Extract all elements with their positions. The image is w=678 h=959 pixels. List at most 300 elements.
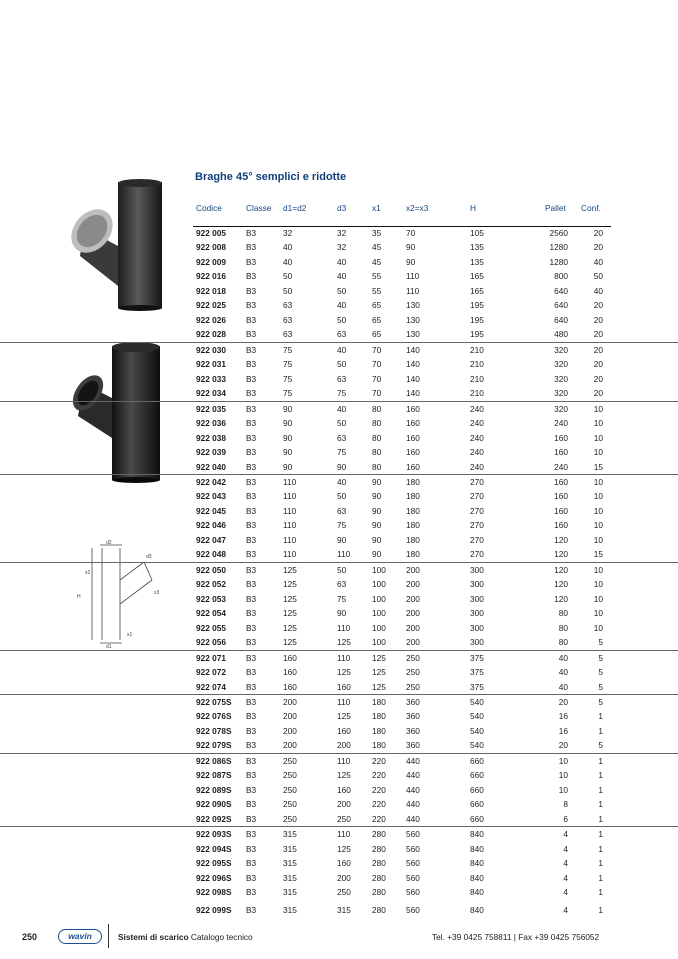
cell-pallet: 4 [563,858,568,869]
cell-x2-x3: 360 [406,740,420,751]
table-row [0,650,678,665]
cell-d1-d2: 315 [283,829,297,840]
cell-h: 270 [470,549,484,560]
cell-d3: 40 [337,403,347,414]
cell-h: 660 [470,755,484,766]
cell-codice: 922 030 [196,344,226,355]
cell-d3: 50 [337,359,347,370]
cell-x2-x3: 180 [406,505,420,516]
cell-x1: 70 [372,388,382,399]
cell-x2-x3: 140 [406,344,420,355]
cell-d3: 110 [337,829,351,840]
cell-pallet: 4 [563,887,568,898]
cell-x2-x3: 160 [406,461,420,472]
table-row [0,431,678,445]
cell-pallet: 4 [563,829,568,840]
table-row [0,547,678,561]
cell-conf: 1 [598,813,603,824]
cell-x1: 180 [372,740,386,751]
cell-classe: B3 [246,329,257,340]
cell-d1-d2: 250 [283,799,297,810]
cell-x2-x3: 140 [406,388,420,399]
cell-conf: 20 [593,228,603,238]
cell-pallet: 800 [554,271,568,282]
cell-pallet: 120 [554,534,568,545]
cell-codice: 922 016 [196,271,226,282]
table-row [0,269,678,283]
cell-d3: 40 [337,344,347,355]
table-row [0,856,678,870]
cell-x2-x3: 200 [406,622,420,633]
cell-codice: 922 090S [196,799,232,810]
table-row [0,592,678,606]
cell-x1: 125 [372,652,386,663]
cell-classe: B3 [246,491,257,502]
cell-h: 840 [470,843,484,854]
cell-conf: 1 [598,770,603,781]
cell-x1: 80 [372,432,382,443]
page-footer [0,924,678,948]
cell-pallet: 160 [554,505,568,516]
cell-d1-d2: 125 [283,622,297,633]
cell-conf: 1 [598,784,603,795]
cell-conf: 5 [598,667,603,678]
cell-x1: 70 [372,373,382,384]
cell-x2-x3: 560 [406,843,420,854]
cell-h: 195 [470,329,484,340]
cell-pallet: 120 [554,593,568,604]
cell-h: 660 [470,770,484,781]
cell-codice: 922 048 [196,549,226,560]
cell-classe: B3 [246,300,257,311]
cell-h: 840 [470,872,484,883]
cell-h: 300 [470,593,484,604]
table-row [0,812,678,826]
cell-conf: 5 [598,637,603,648]
cell-conf: 1 [598,872,603,883]
cell-d1-d2: 32 [283,228,293,238]
cell-codice: 922 033 [196,373,226,384]
table-row [0,577,678,591]
cell-pallet: 40 [558,681,568,692]
cell-pallet: 640 [554,300,568,311]
col-header-pallet: Pallet [545,203,566,213]
table-row [0,518,678,532]
cell-classe: B3 [246,829,257,840]
footer-contact: Tel. +39 0425 758811 | Fax +39 0425 756052 [432,932,600,942]
cell-d1-d2: 90 [283,447,293,458]
cell-codice: 922 038 [196,432,226,443]
cell-classe: B3 [246,403,257,414]
cell-d1-d2: 63 [283,314,293,325]
cell-conf: 50 [593,271,603,282]
diagram-label-d2: d2 [106,540,112,546]
cell-classe: B3 [246,799,257,810]
cell-conf: 10 [593,520,603,531]
col-header-conf: Conf. [581,203,601,213]
cell-classe: B3 [246,697,257,707]
cell-d3: 250 [337,813,351,824]
cell-classe: B3 [246,813,257,824]
cell-d1-d2: 200 [283,725,297,736]
cell-x2-x3: 560 [406,829,420,840]
cell-codice: 922 086S [196,755,232,766]
cell-pallet: 320 [554,344,568,355]
cell-h: 240 [470,447,484,458]
cell-d1-d2: 160 [283,652,297,663]
cell-x2-x3: 250 [406,667,420,678]
cell-codice: 922 018 [196,285,226,296]
cell-h: 135 [470,256,484,267]
footer-series: Sistemi di scarico [118,932,189,942]
cell-d3: 125 [337,667,351,678]
cell-codice: 922 050 [196,564,226,575]
cell-x1: 65 [372,329,382,340]
cell-h: 165 [470,271,484,282]
cell-d1-d2: 110 [283,505,297,516]
cell-d3: 40 [337,271,347,282]
cell-h: 270 [470,491,484,502]
cell-classe: B3 [246,579,257,590]
cell-d3: 200 [337,872,351,883]
cell-h: 375 [470,667,484,678]
cell-d3: 90 [337,608,347,619]
cell-d3: 75 [337,593,347,604]
table-row [0,709,678,723]
cell-d1-d2: 90 [283,403,293,414]
cell-h: 270 [470,476,484,487]
cell-x2-x3: 200 [406,593,420,604]
cell-h: 135 [470,242,484,253]
cell-pallet: 120 [554,579,568,590]
cell-x2-x3: 440 [406,813,420,824]
cell-pallet: 240 [554,461,568,472]
cell-d1-d2: 75 [283,388,293,399]
cell-d3: 63 [337,329,347,340]
cell-d1-d2: 250 [283,813,297,824]
cell-codice: 922 034 [196,388,226,399]
cell-conf: 10 [593,476,603,487]
cell-d3: 315 [337,904,351,915]
table-row [0,298,678,312]
page-number: 250 [22,932,38,942]
cell-x1: 80 [372,403,382,414]
cell-codice: 922 079S [196,740,232,751]
cell-codice: 922 089S [196,784,232,795]
cell-classe: B3 [246,755,257,766]
diagram-label-x3: x3 [154,590,160,596]
cell-pallet: 480 [554,329,568,340]
cell-d1-d2: 63 [283,329,293,340]
cell-codice: 922 092S [196,813,232,824]
cell-x1: 220 [372,813,386,824]
cell-x1: 70 [372,344,382,355]
table-row [0,903,678,917]
cell-x2-x3: 90 [406,256,416,267]
cell-d3: 200 [337,740,351,751]
cell-pallet: 16 [558,711,568,722]
cell-d3: 32 [337,228,347,238]
table-row [0,416,678,430]
cell-h: 660 [470,813,484,824]
cell-conf: 1 [598,858,603,869]
cell-x1: 90 [372,520,382,531]
cell-h: 210 [470,344,484,355]
cell-pallet: 120 [554,549,568,560]
cell-codice: 922 040 [196,461,226,472]
cell-h: 300 [470,608,484,619]
cell-x1: 55 [372,271,382,282]
cell-pallet: 640 [554,285,568,296]
cell-classe: B3 [246,564,257,575]
cell-x1: 180 [372,725,386,736]
product-table [0,226,678,917]
cell-conf: 20 [593,344,603,355]
cell-h: 270 [470,534,484,545]
cell-pallet: 160 [554,476,568,487]
cell-classe: B3 [246,534,257,545]
cell-h: 540 [470,725,484,736]
cell-pallet: 160 [554,520,568,531]
cell-classe: B3 [246,740,257,751]
cell-x2-x3: 160 [406,432,420,443]
cell-x2-x3: 560 [406,858,420,869]
cell-pallet: 20 [558,740,568,751]
cell-pallet: 4 [563,904,568,915]
cell-classe: B3 [246,520,257,531]
cell-conf: 5 [598,652,603,663]
cell-x1: 35 [372,228,382,238]
cell-x1: 280 [372,904,386,915]
cell-d1-d2: 50 [283,271,293,282]
cell-conf: 20 [593,359,603,370]
cell-x2-x3: 180 [406,549,420,560]
table-row [0,226,678,240]
cell-codice: 922 042 [196,476,226,487]
col-header-codice: Codice [196,203,222,213]
cell-x1: 80 [372,418,382,429]
cell-d1-d2: 250 [283,784,297,795]
cell-x1: 45 [372,256,382,267]
cell-codice: 922 045 [196,505,226,516]
cell-x2-x3: 440 [406,784,420,795]
cell-pallet: 1280 [549,256,568,267]
cell-codice: 922 053 [196,593,226,604]
cell-d1-d2: 125 [283,579,297,590]
table-row [0,680,678,694]
cell-d3: 110 [337,549,351,560]
cell-classe: B3 [246,858,257,869]
cell-classe: B3 [246,461,257,472]
cell-pallet: 80 [558,637,568,648]
cell-codice: 922 078S [196,725,232,736]
cell-x2-x3: 180 [406,476,420,487]
cell-codice: 922 093S [196,829,232,840]
cell-x1: 90 [372,476,382,487]
table-row [0,474,678,489]
cell-d3: 63 [337,505,347,516]
cell-d3: 90 [337,534,347,545]
cell-x1: 65 [372,300,382,311]
cell-conf: 10 [593,579,603,590]
cell-h: 300 [470,637,484,648]
cell-conf: 10 [593,447,603,458]
cell-classe: B3 [246,271,257,282]
table-row [0,460,678,474]
cell-x2-x3: 200 [406,637,420,648]
cell-conf: 1 [598,843,603,854]
cell-pallet: 4 [563,843,568,854]
cell-codice: 922 071 [196,652,226,663]
table-row [0,753,678,768]
cell-pallet: 2560 [549,228,568,238]
footer-catalog: Catalogo tecnico [188,932,253,942]
cell-x1: 280 [372,872,386,883]
cell-d3: 110 [337,755,351,766]
cell-d1-d2: 315 [283,858,297,869]
cell-h: 240 [470,403,484,414]
cell-x2-x3: 200 [406,564,420,575]
cell-x2-x3: 440 [406,799,420,810]
cell-x1: 90 [372,491,382,502]
cell-x2-x3: 140 [406,359,420,370]
cell-codice: 922 043 [196,491,226,502]
table-row [0,783,678,797]
cell-conf: 1 [598,799,603,810]
cell-classe: B3 [246,285,257,296]
cell-x1: 90 [372,534,382,545]
cell-classe: B3 [246,344,257,355]
cell-classe: B3 [246,593,257,604]
cell-conf: 10 [593,418,603,429]
cell-x1: 70 [372,359,382,370]
cell-d3: 160 [337,858,351,869]
table-row [0,842,678,856]
cell-codice: 922 026 [196,314,226,325]
cell-pallet: 80 [558,608,568,619]
cell-codice: 922 096S [196,872,232,883]
col-header-d1-d2: d1=d2 [283,203,307,213]
cell-pallet: 120 [554,564,568,575]
table-row [0,768,678,782]
cell-x2-x3: 200 [406,608,420,619]
cell-pallet: 16 [558,725,568,736]
cell-d1-d2: 50 [283,285,293,296]
cell-conf: 10 [593,564,603,575]
cell-classe: B3 [246,314,257,325]
cell-d1-d2: 200 [283,740,297,751]
cell-d3: 50 [337,564,347,575]
cell-d1-d2: 40 [283,242,293,253]
cell-codice: 922 031 [196,359,226,370]
cell-x1: 100 [372,608,386,619]
cell-classe: B3 [246,725,257,736]
cell-conf: 1 [598,887,603,898]
cell-h: 105 [470,228,484,238]
cell-d3: 63 [337,432,347,443]
cell-codice: 922 076S [196,711,232,722]
cell-codice: 922 099S [196,904,232,915]
diagram-label-x1: x1 [127,632,133,638]
cell-x2-x3: 110 [406,271,420,282]
cell-codice: 922 054 [196,608,226,619]
cell-codice: 922 075S [196,697,232,707]
cell-conf: 5 [598,740,603,751]
cell-x2-x3: 560 [406,872,420,883]
cell-classe: B3 [246,388,257,399]
cell-classe: B3 [246,887,257,898]
cell-classe: B3 [246,505,257,516]
cell-x2-x3: 180 [406,491,420,502]
cell-d1-d2: 125 [283,637,297,648]
cell-d1-d2: 90 [283,432,293,443]
cell-pallet: 80 [558,622,568,633]
cell-d3: 125 [337,770,351,781]
cell-d1-d2: 110 [283,549,297,560]
table-row [0,533,678,547]
cell-pallet: 20 [558,697,568,707]
col-header-classe: Classe [246,203,272,213]
cell-h: 270 [470,520,484,531]
cell-pallet: 40 [558,667,568,678]
cell-x1: 90 [372,549,382,560]
cell-x1: 180 [372,697,386,707]
diagram-label-x2: x2 [85,570,91,576]
cell-classe: B3 [246,681,257,692]
cell-pallet: 320 [554,388,568,399]
cell-conf: 20 [593,300,603,311]
cell-conf: 1 [598,904,603,915]
cell-h: 270 [470,505,484,516]
cell-h: 240 [470,461,484,472]
cell-codice: 922 009 [196,256,226,267]
cell-x1: 220 [372,799,386,810]
cell-d1-d2: 250 [283,770,297,781]
cell-pallet: 160 [554,491,568,502]
cell-codice: 922 047 [196,534,226,545]
cell-codice: 922 094S [196,843,232,854]
cell-d3: 125 [337,711,351,722]
cell-x1: 100 [372,564,386,575]
table-header [0,203,678,217]
cell-x2-x3: 250 [406,652,420,663]
cell-d1-d2: 110 [283,491,297,502]
cell-classe: B3 [246,476,257,487]
table-row [0,504,678,518]
cell-pallet: 10 [558,784,568,795]
table-row [0,313,678,327]
section-title: Braghe 45° semplici e ridotte [195,171,347,183]
table-row [0,606,678,620]
cell-x2-x3: 360 [406,711,420,722]
cell-h: 210 [470,373,484,384]
cell-classe: B3 [246,418,257,429]
cell-conf: 15 [593,461,603,472]
cell-classe: B3 [246,872,257,883]
cell-h: 240 [470,418,484,429]
table-row [0,255,678,269]
cell-d3: 160 [337,681,351,692]
diagram-label-h: H [77,594,81,600]
table-row [0,797,678,811]
diagram-label-d1: d1 [106,644,112,648]
cell-d3: 125 [337,843,351,854]
cell-d1-d2: 40 [283,256,293,267]
cell-classe: B3 [246,608,257,619]
cell-x2-x3: 130 [406,329,420,340]
cell-conf: 1 [598,725,603,736]
cell-codice: 922 025 [196,300,226,311]
